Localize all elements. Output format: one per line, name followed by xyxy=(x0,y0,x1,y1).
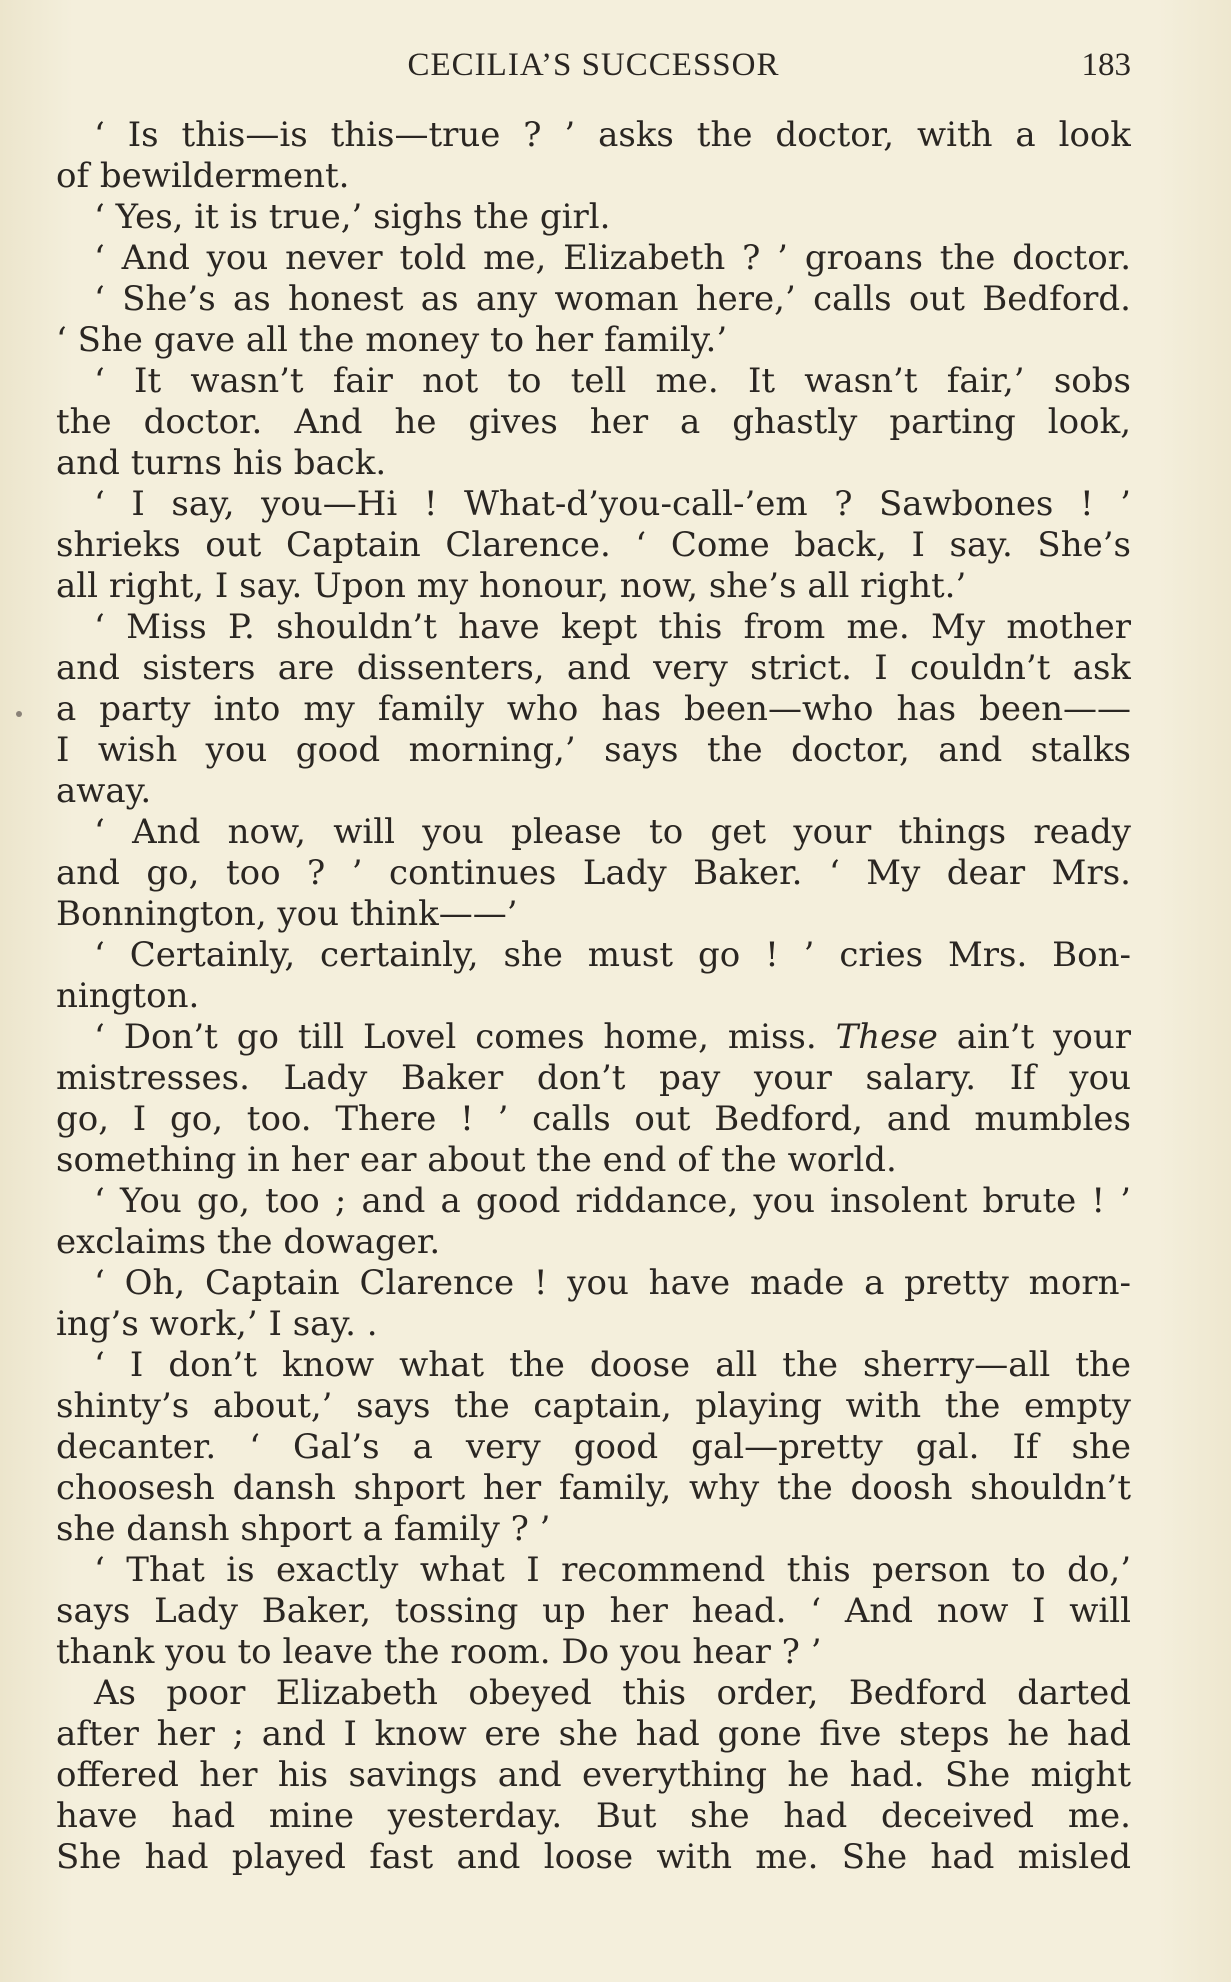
text-line: after her ; and I know ere she had gone five steps he had xyxy=(56,1714,1131,1754)
text-line: mistresses. Lady Baker don’t pay your salary. If you xyxy=(56,1058,1131,1098)
text-line: choosesh dansh shport her family, why the doosh shouldn’t xyxy=(56,1468,1131,1508)
italic-emphasis: These xyxy=(835,1017,938,1057)
text-line: As poor Elizabeth obeyed this order, Bedford darted xyxy=(94,1673,1131,1713)
text-line: ‘ That is exactly what I recommend this person to do,’ xyxy=(94,1550,1131,1590)
text-line: of bewilderment. xyxy=(56,156,350,196)
text-line: shrieks out Captain Clarence. ‘ Come back, I say. She’s xyxy=(56,525,1131,565)
text-line: thank you to leave the room. Do you hear ? ’ xyxy=(56,1632,822,1672)
text-line: she dansh shport a family ? ’ xyxy=(56,1509,551,1549)
text-line: and sisters are dissenters, and very strict. I couldn’t ask xyxy=(56,648,1131,688)
margin-dot-mark xyxy=(16,711,22,717)
text-line: ‘ Yes, it is true,’ sighs the girl. xyxy=(94,197,611,237)
text-line: I wish you good morning,’ says the doctor, and stalks xyxy=(56,730,1131,770)
page-number: 183 xyxy=(1081,47,1131,83)
text-line: nington. xyxy=(56,976,200,1016)
text-line: ‘ Is this—is this—true ? ’ asks the doctor, with a look xyxy=(94,115,1131,155)
text-line: decanter. ‘ Gal’s a very good gal—pretty gal. If she xyxy=(56,1427,1131,1467)
text-line: ‘ She’s as honest as any woman here,’ calls out Bedford. xyxy=(94,279,1131,319)
text-line: ‘ You go, too ; and a good riddance, you insolent brute ! ’ xyxy=(94,1181,1131,1221)
text-line: says Lady Baker, tossing up her head. ‘ And now I will xyxy=(56,1591,1131,1631)
text-line: ‘ It wasn’t fair not to tell me. It wasn’t fair,’ sobs xyxy=(94,361,1131,401)
text-line: ‘ And you never told me, Elizabeth ? ’ groans the doctor. xyxy=(94,238,1131,278)
text-line: and go, too ? ’ continues Lady Baker. ‘ My dear Mrs. xyxy=(56,853,1131,893)
text-line: all right, I say. Upon my honour, now, she’s all right.’ xyxy=(56,566,967,606)
text-line: ‘ Certainly, certainly, she must go ! ’ cries Mrs. Bon- xyxy=(94,935,1131,975)
text-line: have had mine yesterday. But she had deceived me. xyxy=(56,1796,1131,1836)
text-line: Bonnington, you think——’ xyxy=(56,894,518,934)
text-line: She had played fast and loose with me. She had misled xyxy=(56,1837,1131,1877)
text-line: ‘ Miss P. shouldn’t have kept this from me. My mother xyxy=(94,607,1131,647)
text-line: and turns his back. xyxy=(56,443,387,483)
text-line: shinty’s about,’ says the captain, playing with the empty xyxy=(56,1386,1131,1426)
text-line: something in her ear about the end of the world. xyxy=(56,1140,897,1180)
text-line: a party into my family who has been—who has been—— xyxy=(56,689,1131,729)
running-title: CECILIA’S SUCCESSOR xyxy=(407,47,780,83)
text-line: ing’s work,’ I say. . xyxy=(56,1304,378,1344)
running-header xyxy=(56,40,1131,90)
text-line: ‘ I don’t know what the doose all the sherry—all the xyxy=(94,1345,1131,1385)
text-line: offered her his savings and everything he had. She might xyxy=(56,1755,1131,1795)
body-text xyxy=(56,115,1131,1878)
text-line: go, I go, too. There ! ’ calls out Bedford, and mumbles xyxy=(56,1099,1131,1139)
text-line: ‘ She gave all the money to her family.’ xyxy=(56,320,728,360)
text-line: ‘ Don’t go till Lovel comes home, miss. These ain’t your xyxy=(94,1017,1131,1057)
text-line: ‘ Oh, Captain Clarence ! you have made a pretty morn- xyxy=(94,1263,1131,1303)
text-line: the doctor. And he gives her a ghastly parting look, xyxy=(56,402,1131,442)
text-line: ‘ I say, you—Hi ! What-d’you-call-’em ? Sawbones ! ’ xyxy=(94,484,1131,524)
text-line: ‘ And now, will you please to get your things ready xyxy=(94,812,1131,852)
text-line: exclaims the dowager. xyxy=(56,1222,441,1262)
text-line: away. xyxy=(56,771,152,811)
